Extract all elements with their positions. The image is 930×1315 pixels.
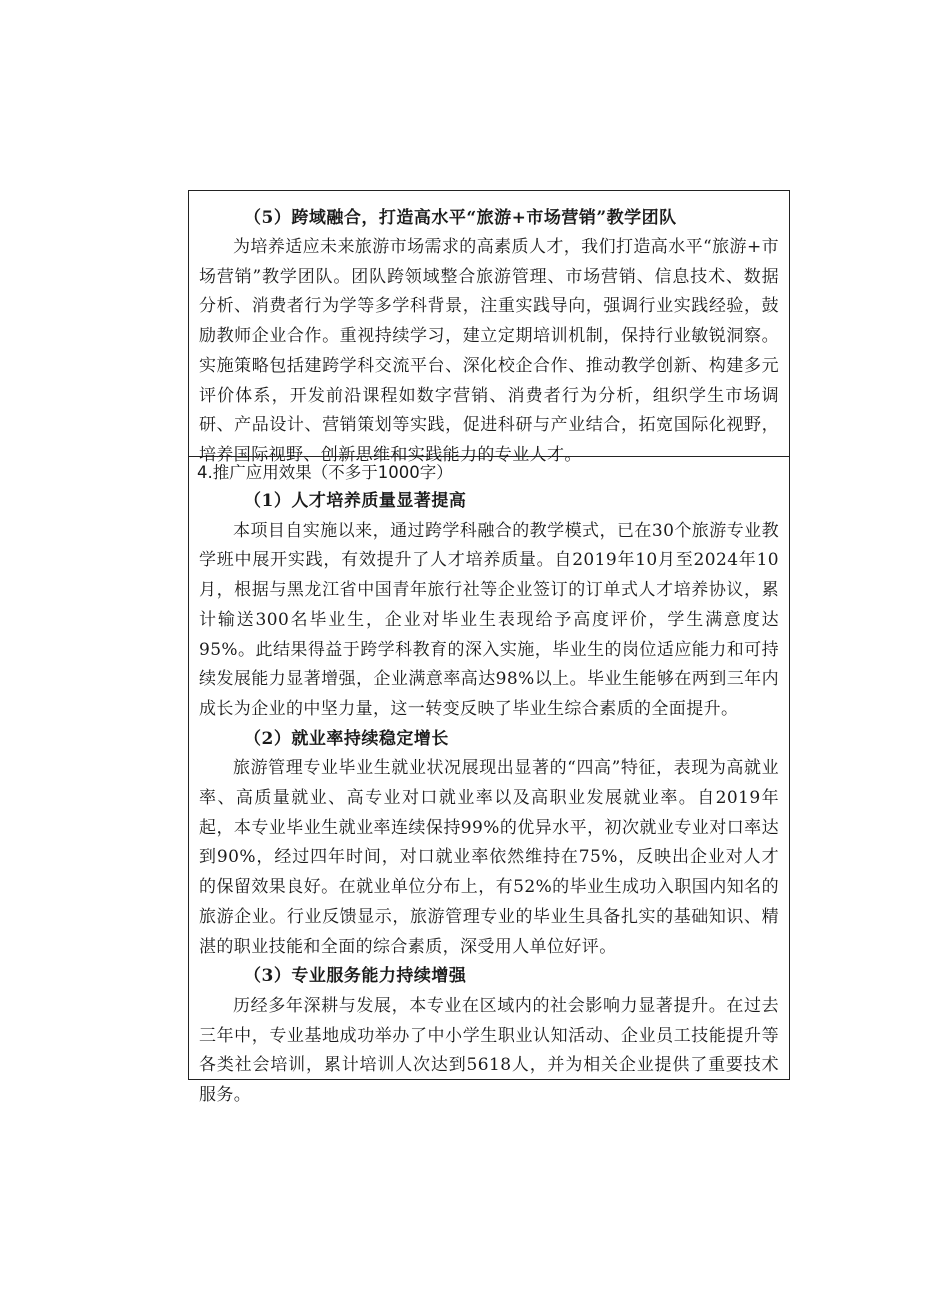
item-1-heading: （1）人才培养质量显著提高 — [244, 491, 467, 511]
item-3-heading: （3）专业服务能力持续增强 — [244, 966, 467, 987]
item-2-heading: （2）就业率持续稳定增长 — [244, 728, 449, 749]
section-4-caption: 4.推广应用效果（不多于1000字） — [197, 463, 453, 482]
section-5-cell — [189, 191, 789, 465]
item-2-body: 旅游管理专业毕业生就业状况展现出显著的“四高”特征，表现为高就业率、高质量就业、高专业对口就业率以及高职业发展就业率。自2019年起，本专业毕业生就业率连续保持99%的优异水平，初次就业专业对口率达到90%，经过四年时间，对口就业率依然维持在75%，反映出企业对人才的保留效果良好。在就业单位分布上，有52%的毕业生成功入职国内知名的旅游企业。行业反馈显示，旅游管理专业的毕业生具备扎实的基础知识、精湛的职业技能和全面的综合素质，深受用人单位好评。 — [199, 758, 779, 957]
form-table — [188, 190, 790, 1106]
item-3-body: 历经多年深耕与发展，本专业在区域内的社会影响力显著提升。在过去三年中，专业基地成功举办了中小学生职业认知活动、企业员工技能提升等各类社会培训，累计培训人次达到5618人，并为相关企业提供了重要技术服务。 — [199, 995, 779, 1106]
item-1-body: 本项目自实施以来，通过跨学科融合的教学模式，已在30个旅游专业教学班中展开实践，有效提升了人才培养质量。自2019年10月至2024年10月，根据与黑龙江省中国青年旅行社等企业签订的订单式人才培养协议，累计输送300名毕业生，企业对毕业生表现给予高度评价，学生满意度达95%。此结果得益于跨学科教育的深入实施，毕业生的岗位适应能力和可持续发展能力显著增强，企业满意率高达98%以上。毕业生能够在两到三年内成长为企业的中坚力量，这一转变反映了毕业生综合素质的全面提升。 — [199, 520, 779, 719]
section-4-cell — [189, 457, 789, 1106]
section-5-heading: （5）跨域融合，打造高水平“旅游+市场营销”教学团队 — [244, 208, 677, 228]
section-5-body: 为培养适应未来旅游市场需求的高素质人才，我们打造高水平“旅游+市场营销”教学团队。团队跨领域整合旅游管理、市场营销、信息技术、数据分析、消费者行为学等多学科背景，注重实践导向，强调行业实践经验，鼓励教师企业合作。重视持续学习，建立定期培训机制，保持行业敏锐洞察。实施策略包括建跨学科交流平台、深化校企合作、推动教学创新、构建多元评价体系，开发前沿课程如数字营销、消费者行为分析，组织学生市场调研、产品设计、营销策划等实践，促进科研与产业结合，拓宽国际化视野，培养国际视野、创新思维和实践能力的专业人才。 — [199, 237, 779, 465]
